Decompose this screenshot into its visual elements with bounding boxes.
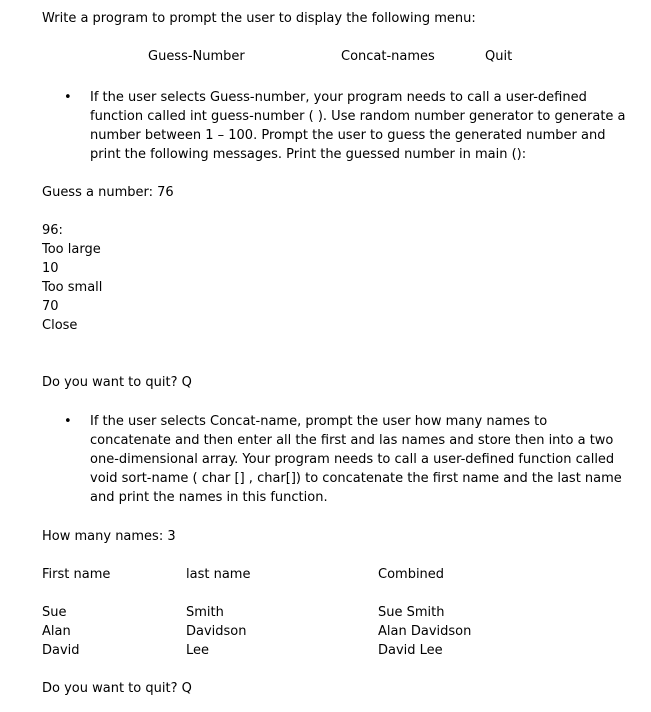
intro-text: Write a program to prompt the user to display the following menu: <box>42 11 476 26</box>
table-cell: Sue Smith <box>378 605 445 620</box>
menu-item-guess-number: Guess-Number <box>148 49 245 64</box>
table-header-first-name: First name <box>42 567 111 582</box>
table-cell: Sue <box>42 605 67 620</box>
section1-line-2: function called int guess-number ( ). Use random number generator to generate a <box>90 109 626 124</box>
table-cell: Lee <box>186 643 210 658</box>
guess-prompt: Guess a number: 76 <box>42 185 174 200</box>
table-cell: Alan <box>42 624 71 639</box>
table-cell: David <box>42 643 80 658</box>
bullet-icon: • <box>64 90 72 105</box>
names-prompt: How many names: 3 <box>42 529 176 544</box>
guess-output-line: 96: <box>42 223 63 238</box>
table-header-last-name: last name <box>186 567 251 582</box>
guess-output-line: 70 <box>42 299 59 314</box>
section2-line-3: one-dimensional array. Your program needs to call a user-defined function called <box>90 452 615 467</box>
table-cell: Smith <box>186 605 224 620</box>
table-header-combined: Combined <box>378 567 445 582</box>
section1-line-4: print the following messages. Print the guessed number in main (): <box>90 147 527 162</box>
guess-output-line: Too small <box>42 280 103 295</box>
guess-output-line: Too large <box>42 242 101 257</box>
section2-line-1: If the user selects Concat-name, prompt the user how many names to <box>90 414 548 429</box>
table-cell: Alan Davidson <box>378 624 472 639</box>
quit-prompt-2: Do you want to quit? Q <box>42 681 192 696</box>
quit-prompt-1: Do you want to quit? Q <box>42 375 192 390</box>
guess-output-line: Close <box>42 318 78 333</box>
section2-line-4: void sort-name ( char [] , char[]) to concatenate the first name and the last name <box>90 471 622 486</box>
table-cell: Davidson <box>186 624 247 639</box>
guess-output-line: 10 <box>42 261 59 276</box>
section1-line-1: If the user selects Guess-number, your program needs to call a user-defined <box>90 90 587 105</box>
menu-item-concat-names: Concat-names <box>341 49 435 64</box>
section1-line-3: number between 1 – 100. Prompt the user to guess the generated number and <box>90 128 606 143</box>
section2-line-2: concatenate and then enter all the first and las names and store then into a two <box>90 433 614 448</box>
section2-line-5: and print the names in this function. <box>90 490 328 505</box>
table-cell: David Lee <box>378 643 443 658</box>
bullet-icon: • <box>64 414 72 429</box>
menu-item-quit: Quit <box>485 49 513 64</box>
